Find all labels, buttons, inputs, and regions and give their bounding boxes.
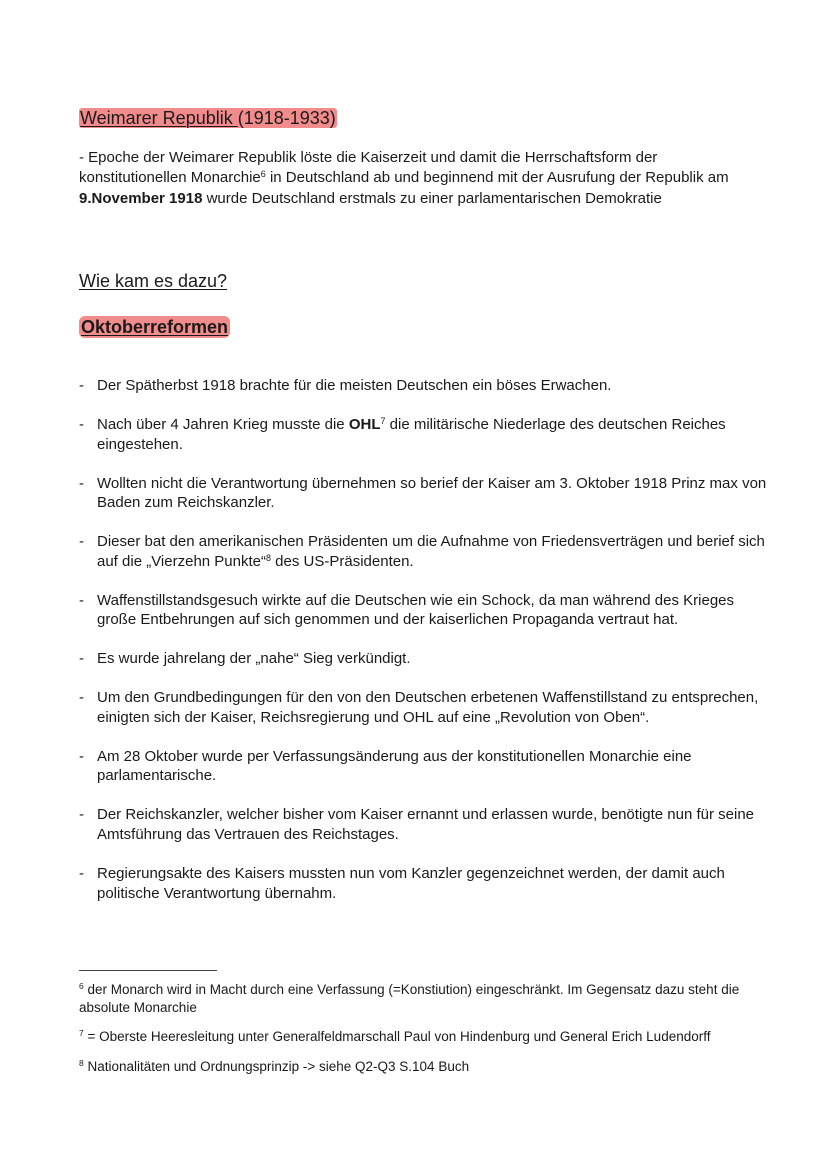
intro-date-bold: 9.November 1918 xyxy=(79,189,203,207)
intro-text-1: - Epoche der Weimarer Republik löste die Kaiserzeit und damit die Herrschaftsform der konstitutionellen Monarchie xyxy=(79,149,658,187)
document-title xyxy=(79,107,337,129)
footnote-number: 7 xyxy=(79,1028,84,1038)
dash-bullet-icon: - xyxy=(79,533,84,551)
bullet-text: Waffenstillstandsgesuch wirkte auf die Deutschen wie ein Schock, da man während des Krieges große Entbehrungen auf sich genommen und der kaiserlichen Propaganda vertraut hat. xyxy=(97,591,735,629)
title-highlight xyxy=(79,108,337,128)
list-item xyxy=(79,376,769,396)
footnote-6 xyxy=(79,981,759,1016)
list-item xyxy=(79,532,769,571)
footnote-text: Nationalitäten und Ordnungsprinzip -> siehe Q2-Q3 S.104 Buch xyxy=(83,1058,470,1074)
bullet-text: die militärische Niederlage des deutschen Reiches eingestehen. xyxy=(97,415,726,453)
dash-bullet-icon: - xyxy=(79,865,84,883)
bullet-text: Der Spätherbst 1918 brachte für die meisten Deutschen ein böses Erwachen. xyxy=(97,377,612,394)
footnote-text: = Oberste Heeresleitung unter Generalfeldmarschall Paul von Hindenburg und General Erich Ludendorff xyxy=(83,1029,711,1044)
dash-bullet-icon: - xyxy=(79,747,84,765)
footnote-text: der Monarch wird in Macht durch eine Verfassung (=Konstiution) eingeschränkt. Im Gegensatz dazu steht die absolute Monarchie xyxy=(79,982,740,1015)
footnote-ref-6[interactable]: 6 xyxy=(260,169,266,180)
bullet-text: Wollten nicht die Verantwortung übernehmen so berief der Kaiser am 3. Oktober 1918 Prinz max von Baden zum Reichskanzler. xyxy=(97,474,767,512)
bullet-list xyxy=(79,376,769,923)
list-item xyxy=(79,747,769,786)
list-item xyxy=(79,864,769,903)
bullet-text: Es wurde jahrelang der „nahe“ Sieg verkündigt. xyxy=(97,650,411,668)
footnote-ref-7[interactable]: 7 xyxy=(380,415,386,426)
bullet-text: Regierungsakte des Kaisers mussten nun vom Kanzler gegenzeichnet werden, der damit auch politische Verantwortung übernahm. xyxy=(97,865,725,902)
dash-bullet-icon: - xyxy=(79,377,84,394)
dash-bullet-icon: - xyxy=(79,591,84,609)
subheading: Wie kam es dazu? xyxy=(79,271,228,291)
bullet-text: Nach über 4 Jahren Krieg musste die xyxy=(97,415,349,433)
list-item xyxy=(79,591,769,630)
intro-text-2: in Deutschland ab und beginnend mit der Ausrufung der Republik am xyxy=(265,169,729,187)
title-underlined-text: Weimarer Republik xyxy=(80,108,238,128)
bullet-text: Dieser bat den amerikanischen Präsidenten um die Aufnahme von Friedensverträgen und berief sich auf die „Vierzehn Punkte“ xyxy=(97,533,765,570)
bullet-bold-term: OHL xyxy=(348,415,381,433)
list-item xyxy=(79,805,769,844)
bullet-text: Am 28 Oktober wurde per Verfassungsänderung aus der konstitutionellen Monarchie eine parlamentarische. xyxy=(97,747,692,785)
dash-bullet-icon: - xyxy=(79,689,84,707)
list-item xyxy=(79,474,769,513)
dash-bullet-icon: - xyxy=(79,806,84,824)
footnote-separator xyxy=(79,970,217,971)
intro-text-3: wurde Deutschland erstmals zu einer parlamentarischen Demokratie xyxy=(202,189,662,207)
footnote-number: 8 xyxy=(79,1057,84,1068)
section-title xyxy=(79,316,230,338)
section-title-highlight: Oktoberreformen xyxy=(81,317,229,337)
footnote-7 xyxy=(79,1028,759,1046)
footnote-number: 6 xyxy=(79,981,84,991)
footnote-8 xyxy=(79,1058,759,1076)
bullet-text: Um den Grundbedingungen für den von den Deutschen erbetenen Waffenstillstand zu entsprechen, einigten sich der Kaiser, Reichsregierung und OHL auf eine „Revolution von Oben“. xyxy=(97,689,759,726)
bullet-text: des US-Präsidenten. xyxy=(271,552,414,570)
list-item xyxy=(79,649,769,669)
dash-bullet-icon: - xyxy=(79,650,84,668)
dash-bullet-icon: - xyxy=(79,415,84,433)
list-item xyxy=(79,415,769,454)
title-years: (1918-1933) xyxy=(237,108,336,128)
bullet-text: Der Reichskanzler, welcher bisher vom Kaiser ernannt und erlassen wurde, benötigte nun für seine Amtsführung das Vertrauen des Reichstages. xyxy=(97,806,755,844)
intro-paragraph xyxy=(79,148,759,209)
footnotes xyxy=(79,981,759,1087)
dash-bullet-icon: - xyxy=(79,474,84,492)
list-item xyxy=(79,688,769,727)
footnote-ref-8[interactable]: 8 xyxy=(266,552,272,563)
